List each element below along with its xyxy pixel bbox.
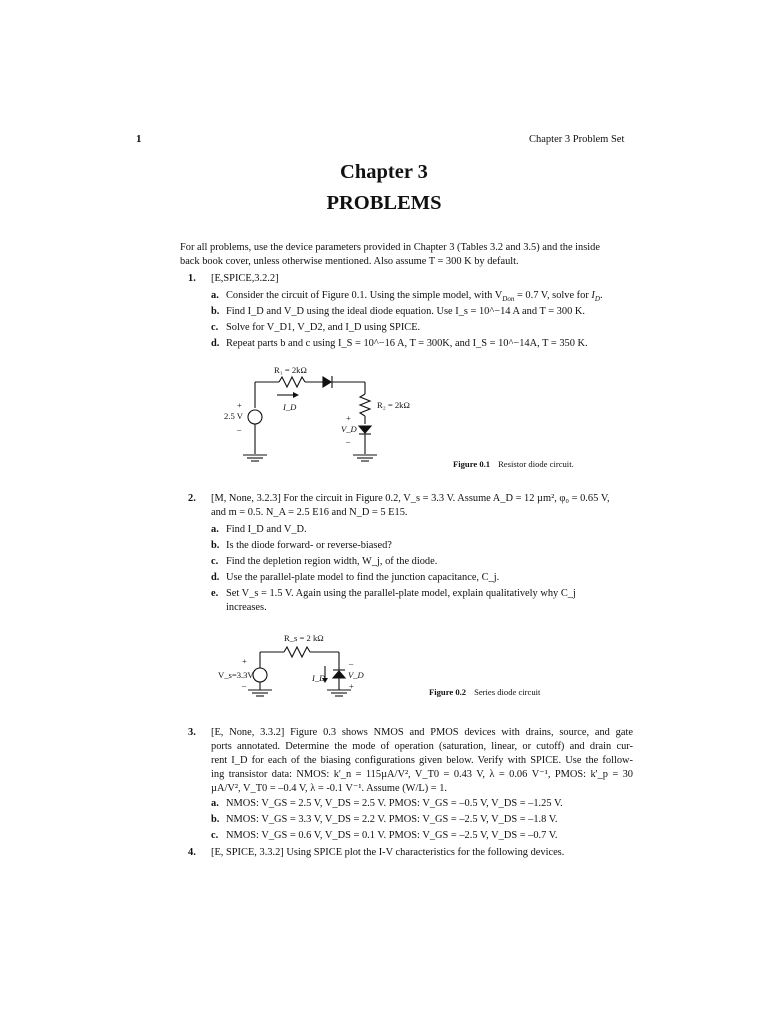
vd-minus: – (346, 436, 351, 446)
running-header: Chapter 3 Problem Set (529, 134, 625, 145)
figure-1-circuit (215, 360, 410, 470)
problem-2a: a. Find I_D and V_D. (211, 524, 307, 535)
vs-minus: – (242, 680, 247, 690)
problem-3c: c. NMOS: V_GS = 0.6 V, V_DS = 0.1 V. PMOS: V_GS = –2.5 V, V_DS = –0.7 V. (211, 830, 558, 841)
problem-1d: d. Repeat parts b and c using I_S = 10^−16 A, T = 300K, and I_S = 10^−14A, T = 350 K. (211, 338, 588, 349)
problem-2e: e. Set V_s = 1.5 V. Again using the parallel-plate model, explain qualitatively why C_j (211, 588, 576, 599)
vd2-plus: + (349, 681, 354, 691)
intro-line-2: back book cover, unless otherwise mentioned. Also assume T = 300 K by default. (180, 256, 519, 267)
problem-3a: a. NMOS: V_GS = 2.5 V, V_DS = 2.5 V. PMOS: V_GS = –0.5 V, V_DS = –1.25 V. (211, 798, 563, 809)
figure-1-caption (453, 458, 574, 471)
vd2-minus: – (349, 658, 354, 668)
problem-1a: a. Consider the circuit of Figure 0.1. Using the simple model, with $V_{Don} = 0.7$ V, solve for $I_D$. (211, 290, 603, 304)
vd-label: V_D (341, 424, 357, 434)
figure-1-caption-text: Resistor diode circuit. (498, 459, 574, 469)
problem-2d: d. Use the parallel-plate model to find the junction capacitance, C_j. (211, 572, 500, 583)
vd2-label: V_D (348, 670, 364, 680)
vs-label: V_s=3.3V (218, 670, 254, 680)
source-plus: + (237, 400, 242, 410)
figure-2-caption-number: Figure 0.2 (429, 687, 467, 697)
problem-2c: c. Find the depletion region width, W_j, of the diode. (211, 556, 438, 567)
figure-1-caption-number: Figure 0.1 (453, 459, 491, 469)
problem-3-line-5: µA/V², V_T0 = –0.4 V, λ = -0.1 V⁻¹. Assume (W/L) = 1. (211, 783, 448, 794)
problem-2b: b. Is the diode forward- or reverse-biased? (211, 540, 392, 551)
problem-2e-line-2: increases. (226, 602, 267, 613)
problem-2-number: 2. (188, 493, 196, 504)
figure-2-caption (429, 686, 540, 699)
problem-3-line-3: rent I_D for each of the biasing configurations given below. Verify with SPICE. Use the follow- (211, 755, 633, 766)
source-label: 2.5 V (224, 411, 243, 421)
r2-label: R₂ = 2kΩ (377, 400, 410, 410)
problem-1-number: 1. (188, 273, 196, 284)
rs-label: R_s = 2 kΩ (284, 633, 324, 643)
chapter-title: Chapter 3 (340, 161, 428, 183)
problem-3-line-2: ports annotated. Determine the mode of operation (saturation, linear, or cutoff) and drain cur- (211, 741, 633, 752)
problem-1b: b. Find I_D and V_D using the ideal diode equation. Use I_s = 10^−14 A and T = 300 K. (211, 306, 585, 317)
intro-line-1: For all problems, use the device parameters provided in Chapter 3 (Tables 3.2 and 3.5) and the inside (180, 242, 600, 253)
problem-2-line-2: and m = 0.5. N_A = 2.5 E16 and N_D = 5 E15. (211, 507, 408, 518)
problem-3b: b. NMOS: V_GS = 3.3 V, V_DS = 2.2 V. PMOS: V_GS = –2.5 V, V_DS = –1.8 V. (211, 814, 558, 825)
problems-heading: PROBLEMS (326, 192, 442, 214)
problem-2-line-1: [M, None, 3.2.3] For the circuit in Figure 0.2, V_s = 3.3 V. Assume A_D = 12 µm², φ₀ = 0.65 V, (211, 493, 610, 504)
problem-3-line-4: ing transistor data: NMOS: k'_n = 115µA/V², V_T0 = 0.43 V, λ = 0.06 V⁻¹, PMOS: k'_p = 30 (211, 769, 633, 780)
problem-4-number: 4. (188, 847, 196, 858)
figure-2-circuit (212, 628, 372, 704)
problem-1-tag: [E,SPICE,3.2.2] (211, 273, 279, 284)
figure-2-caption-text: Series diode circuit (474, 687, 541, 697)
page-number: 1 (136, 133, 142, 145)
problem-4-text: [E, SPICE, 3.3.2] Using SPICE plot the I-V characteristics for the following devices. (211, 847, 565, 858)
vs-plus: + (242, 656, 247, 666)
problem-3-line-1: [E, None, 3.3.2] Figure 0.3 shows NMOS and PMOS devices with drains, source, and gate (211, 727, 633, 738)
item-letter: a. (211, 290, 219, 301)
source-minus: – (237, 424, 242, 434)
problem-1c: c. Solve for V_D1, V_D2, and I_D using SPICE. (211, 322, 421, 333)
id-label: I_D (283, 402, 297, 412)
problem-3-number: 3. (188, 727, 196, 738)
id2-label: I_D (312, 673, 326, 683)
vd-plus: + (346, 413, 351, 423)
r1-label: R₁ = 2kΩ (274, 365, 307, 375)
